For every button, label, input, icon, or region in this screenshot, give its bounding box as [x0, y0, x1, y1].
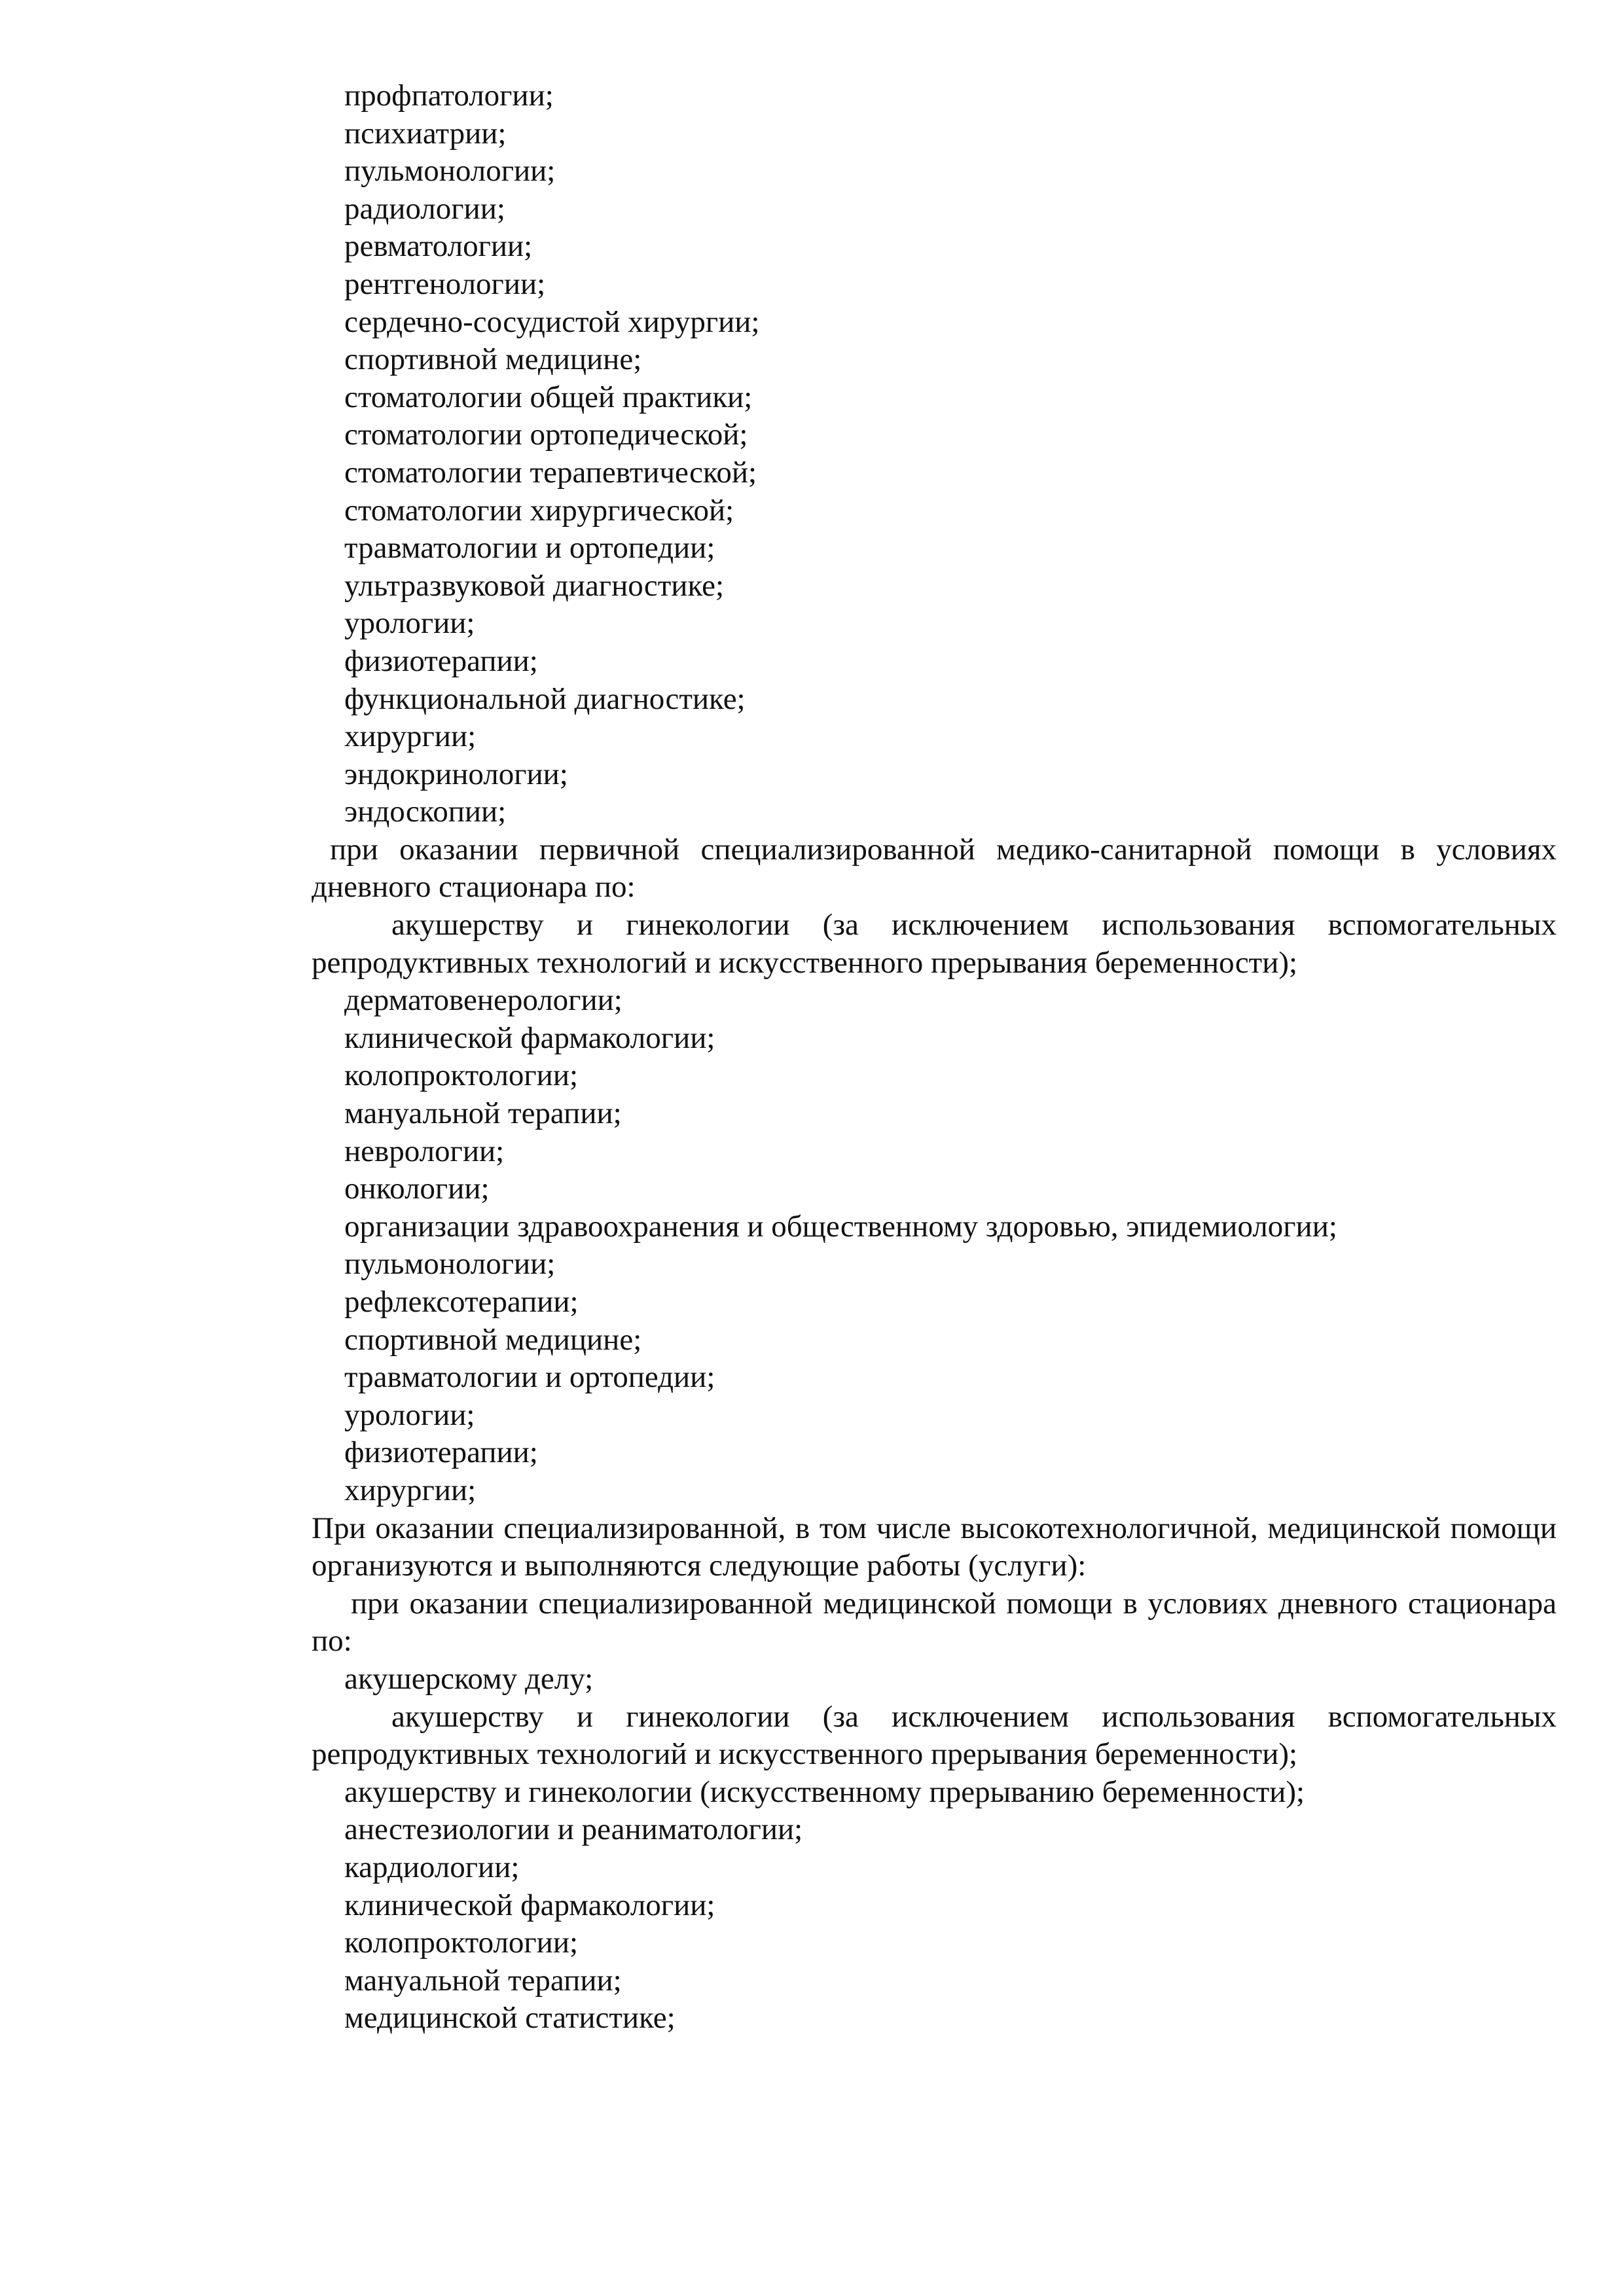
list-item: радиологии; [344, 191, 505, 226]
list-item: медицинской статистике; [344, 2001, 676, 2036]
list-item: акушерскому делу; [344, 1661, 594, 1696]
document-body [312, 77, 1557, 2037]
list-item: организации здравоохранения и общественному здоровью, эпидемиологии; [344, 1209, 1337, 1244]
list-item: ревматологии; [344, 229, 533, 264]
list-item: анестезиологии и реаниматологии; [344, 1812, 803, 1847]
list-item: рефлексотерапии; [344, 1285, 579, 1319]
list-item: спортивной медицине; [344, 1322, 642, 1357]
specialty-list-1 [312, 77, 1557, 831]
heading-day-specialized: при оказании специализированной медицинской помощи в условиях дневного стационара по: [312, 1586, 1557, 1659]
list-item: эндокринологии; [344, 757, 568, 791]
list-item: стоматологии ортопедической; [344, 418, 748, 452]
list-item: ультразвуковой диагностике; [344, 568, 725, 603]
list-item: физиотерапии; [344, 1435, 538, 1470]
specialty-list-2 [312, 982, 1557, 1509]
obgyn-exclusion-item: акушерству и гинекологии (за исключением использования вспомогательных репродуктивных технологий и искусственного прерывания беременности); [312, 908, 1557, 980]
list-item: хирургии; [344, 719, 477, 754]
list-item: акушерству и гинекологии (искусственному прерыванию беременности); [344, 1774, 1305, 1809]
list-item: травматологии и ортопедии; [344, 1360, 715, 1395]
list-item: пульмонологии; [344, 154, 556, 188]
list-item: спортивной медицине; [344, 342, 642, 377]
heading-day-primary: при оказании первичной специализированной медико-санитарной помощи в условиях дневного стационара по: [312, 832, 1557, 905]
list-item: кардиологии; [344, 1850, 520, 1884]
list-item: мануальной терапии; [344, 1096, 622, 1131]
list-item: колопроктологии; [344, 1926, 579, 1960]
section-specialized: При оказании специализированной, в том числе высокотехнологичной, медицинской помощи организуются и выполняются следующие работы (услуги): [312, 1511, 1557, 1583]
list-item: рентгенологии; [344, 266, 546, 301]
list-item: дерматовенерологии; [344, 983, 623, 1018]
list-item: пульмонологии; [344, 1247, 556, 1282]
list-item: психиатрии; [344, 116, 507, 151]
list-item: неврологии; [344, 1134, 505, 1168]
list-item: урологии; [344, 1397, 475, 1432]
list-item: эндоскопии; [344, 795, 507, 829]
list-item: клинической фармакологии; [344, 1020, 715, 1055]
list-item: сердечно-сосудистой хирургии; [344, 304, 760, 339]
list-item: урологии; [344, 606, 475, 641]
specialty-list-3 [312, 1774, 1557, 2037]
list-item: стоматологии хирургической; [344, 493, 734, 528]
list-item: травматологии и ортопедии; [344, 531, 715, 565]
list-item: профпатологии; [344, 79, 554, 113]
list-item: мануальной терапии; [344, 1963, 622, 1998]
list-item: онкологии; [344, 1172, 490, 1206]
list-item: функциональной диагностике; [344, 681, 746, 716]
list-item: колопроктологии; [344, 1058, 579, 1093]
list-item: хирургии; [344, 1473, 477, 1507]
list-item: клинической фармакологии; [344, 1888, 715, 1922]
list-item: физиотерапии; [344, 643, 538, 678]
list-item: стоматологии общей практики; [344, 380, 753, 414]
list-item: стоматологии терапевтической; [344, 455, 757, 490]
obgyn-exclusion-item: акушерству и гинекологии (за исключением использования вспомогательных репродуктивных технологий и искусственного прерывания беременности); [312, 1699, 1557, 1772]
